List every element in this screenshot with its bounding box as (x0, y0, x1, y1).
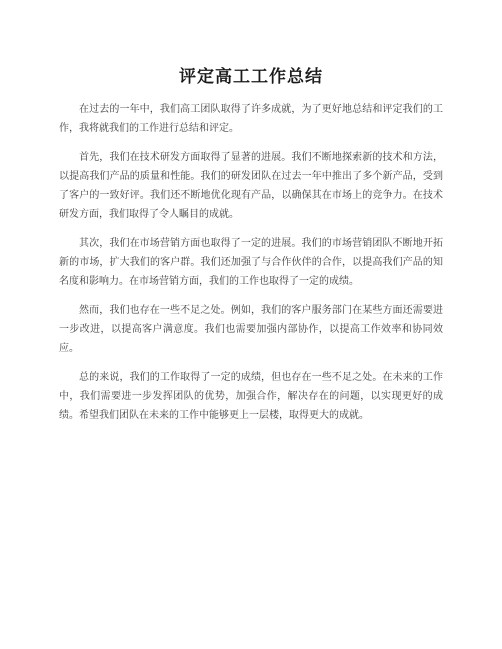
paragraph-intro: 在过去的一年中，我们高工团队取得了许多成就，为了更好地总结和评定我们的工作，我将就我们的工作进行总结和评定。 (59, 104, 443, 134)
paragraph-marketing: 其次，我们在市场营销方面也取得了一定的进展。我们的市场营销团队不断地开拓新的市场，扩大我们的客户群。我们还加强了与合作伙伴的合作，以提高我们产品的知名度和影响力。在市场营销方面，我们的工作也取得了一定的成绩。 (59, 238, 443, 287)
paragraph-conclusion: 总的来说，我们的工作取得了一定的成绩，但也存在一些不足之处。在未来的工作中，我们需要进一步发挥团队的优势，加强合作，解决存在的问题，以实现更好的成绩。希望我们团队在未来的工作中能够更上一层楼，取得更大的成就。 (59, 372, 443, 421)
document-body (59, 100, 443, 435)
paragraph-shortcomings: 然而，我们也存在一些不足之处。例如，我们的客户服务部门在某些方面还需要进一步改进，以提高客户满意度。我们也需要加强内部协作，以提高工作效率和协同效应。 (59, 305, 443, 354)
document-title: 评定高工工作总结 (179, 67, 323, 87)
paragraph-tech-rd: 首先，我们在技术研发方面取得了显著的进展。我们不断地探索新的技术和方法，以提高我们产品的质量和性能。我们的研发团队在过去一年中推出了多个新产品，受到了客户的一致好评。我们还不断地优化现有产品，以确保其在市场上的竞争力。在技术研发方面，我们取得了令人瞩目的成就。 (59, 152, 443, 220)
